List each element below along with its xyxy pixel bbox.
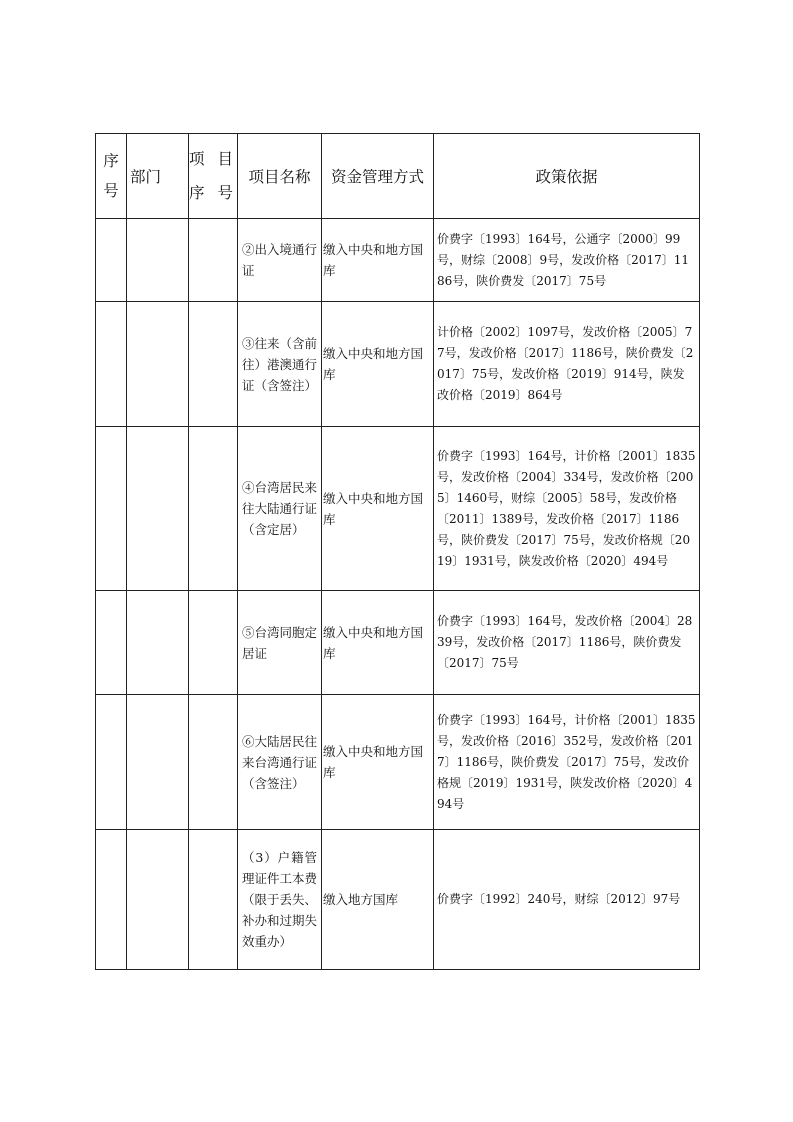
cell-fund-mgmt: 缴入中央和地方国库 bbox=[322, 695, 434, 830]
cell-policy: 价费字〔1993〕164号，公通字〔2000〕99号，财综〔2008〕9号，发改价格〔2017〕1186号，陕价费发〔2017〕75号 bbox=[434, 219, 700, 302]
cell-fund-mgmt: 缴入中央和地方国库 bbox=[322, 219, 434, 302]
table-row bbox=[96, 302, 700, 427]
cell-dept bbox=[127, 591, 189, 695]
cell-policy: 价费字〔1993〕164号，发改价格〔2004〕2839号，发改价格〔2017〕1186号，陕价费发〔2017〕75号 bbox=[434, 591, 700, 695]
cell-dept bbox=[127, 302, 189, 427]
header-seq-line2: 号 bbox=[103, 182, 119, 200]
cell-item-seq bbox=[189, 219, 238, 302]
header-seq-line1: 序 bbox=[103, 152, 119, 170]
cell-item-name: ②出入境通行证 bbox=[238, 219, 322, 302]
cell-seq bbox=[96, 302, 127, 427]
cell-item-name: ⑤台湾同胞定居证 bbox=[238, 591, 322, 695]
cell-dept bbox=[127, 219, 189, 302]
cell-fund-mgmt: 缴入中央和地方国库 bbox=[322, 427, 434, 591]
cell-policy: 计价格〔2002〕1097号，发改价格〔2005〕77号，发改价格〔2017〕1186号，陕价费发〔2017〕75号，发改价格〔2019〕914号，陕发改价格〔2019〕864号 bbox=[434, 302, 700, 427]
cell-fund-mgmt: 缴入地方国库 bbox=[322, 830, 434, 970]
cell-item-seq bbox=[189, 830, 238, 970]
cell-seq bbox=[96, 591, 127, 695]
cell-item-name: （3）户籍管理证件工本费（限于丢失、补办和过期失效重办） bbox=[238, 830, 322, 970]
table-row bbox=[96, 830, 700, 970]
header-policy: 政策依据 bbox=[434, 134, 700, 219]
cell-seq bbox=[96, 830, 127, 970]
header-item-name: 项目名称 bbox=[238, 134, 322, 219]
cell-item-seq bbox=[189, 591, 238, 695]
cell-policy: 价费字〔1992〕240号，财综〔2012〕97号 bbox=[434, 830, 700, 970]
cell-policy: 价费字〔1993〕164号，计价格〔2001〕1835号，发改价格〔2004〕334号，发改价格〔2005〕1460号，财综〔2005〕58号，发改价格〔2011〕1389号，发改价格〔2017〕1186号，陕价费发〔2017〕75号，发改价格规〔2019〕1931号，陕发改价格〔2020〕494号 bbox=[434, 427, 700, 591]
table-row bbox=[96, 591, 700, 695]
cell-seq bbox=[96, 427, 127, 591]
header-fund-mgmt: 资金管理方式 bbox=[322, 134, 434, 219]
cell-item-seq bbox=[189, 302, 238, 427]
table-row bbox=[96, 427, 700, 591]
cell-fund-mgmt: 缴入中央和地方国库 bbox=[322, 302, 434, 427]
cell-item-name: ③往来（含前往）港澳通行证（含签注） bbox=[238, 302, 322, 427]
header-item-seq bbox=[189, 134, 238, 219]
cell-fund-mgmt: 缴入中央和地方国库 bbox=[322, 591, 434, 695]
cell-item-name: ⑥大陆居民往来台湾通行证（含签注） bbox=[238, 695, 322, 830]
cell-seq bbox=[96, 695, 127, 830]
fee-policy-table bbox=[95, 133, 700, 970]
table-row bbox=[96, 695, 700, 830]
table-header-row bbox=[96, 134, 700, 219]
table-row bbox=[96, 219, 700, 302]
cell-dept bbox=[127, 830, 189, 970]
header-item-seq-line1: 项 目 bbox=[189, 150, 237, 168]
cell-item-seq bbox=[189, 695, 238, 830]
header-dept: 部门 bbox=[127, 134, 189, 219]
header-seq bbox=[96, 134, 127, 219]
cell-policy: 价费字〔1993〕164号，计价格〔2001〕1835号，发改价格〔2016〕352号，发改价格〔2017〕1186号，陕价费发〔2017〕75号，发改价格规〔2019〕1931号，陕发改价格〔2020〕494号 bbox=[434, 695, 700, 830]
cell-item-seq bbox=[189, 427, 238, 591]
cell-item-name: ④台湾居民来往大陆通行证（含定居） bbox=[238, 427, 322, 591]
cell-seq bbox=[96, 219, 127, 302]
cell-dept bbox=[127, 695, 189, 830]
header-item-seq-line2: 序 号 bbox=[189, 184, 237, 202]
cell-dept bbox=[127, 427, 189, 591]
